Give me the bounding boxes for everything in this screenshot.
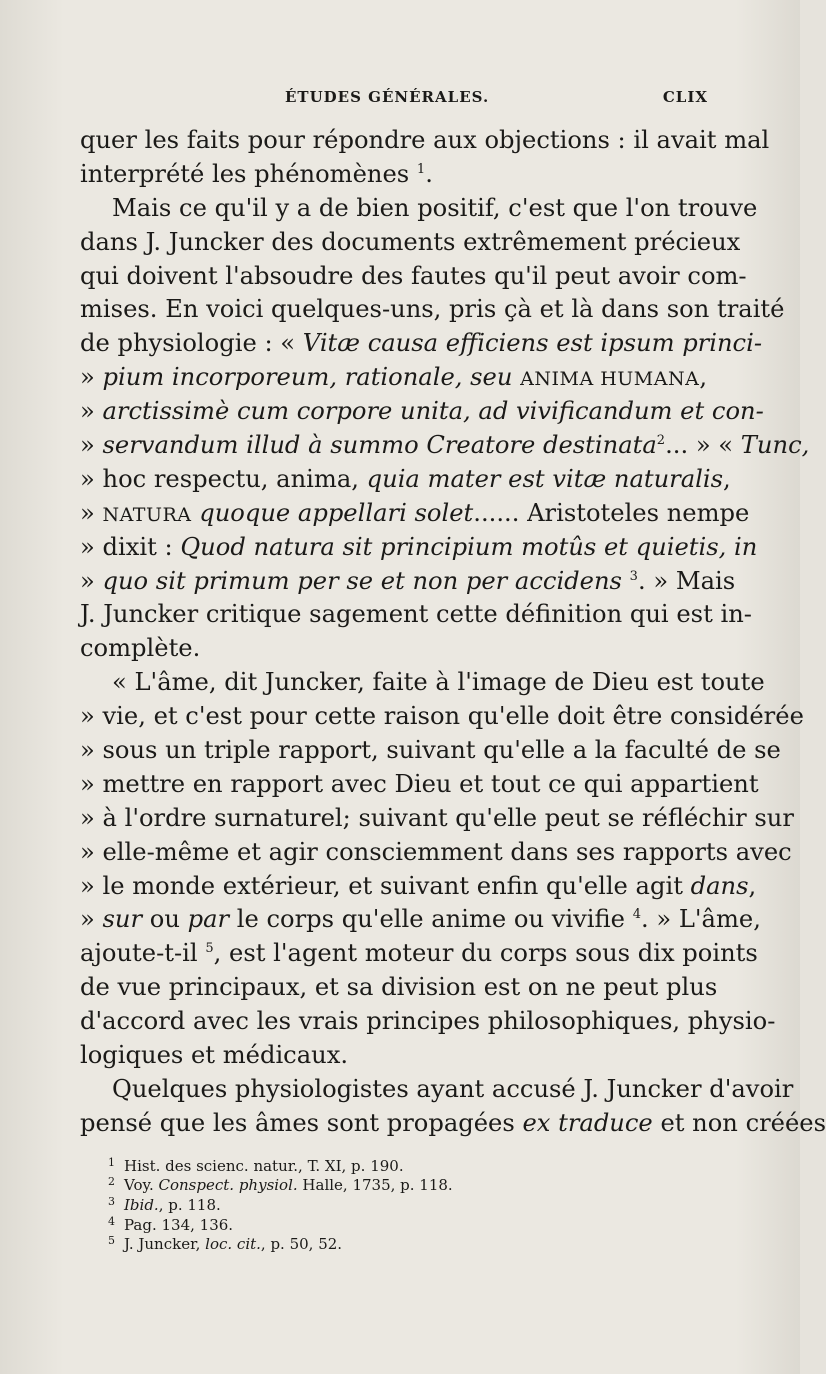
text-line: de physiologie : « Vitæ causa efficiens est ipsum princi- bbox=[80, 329, 763, 358]
text-line: » elle-même et agir consciemment dans ses rapports avec bbox=[80, 837, 792, 866]
footnote: 5 J. Juncker, loc. cit., p. 50, 52. bbox=[80, 1235, 706, 1255]
text-line: pensé que les âmes sont propagées ex traduce et non créées bbox=[80, 1108, 826, 1137]
footnote-number: 4 bbox=[108, 1214, 115, 1228]
footnote: 3 Ibid., p. 118. bbox=[80, 1196, 706, 1216]
page-number: CLIX bbox=[662, 88, 708, 106]
running-title: ÉTUDES GÉNÉRALES. bbox=[285, 88, 490, 106]
text-line: dans J. Juncker des documents extrêmement précieux bbox=[80, 227, 741, 256]
text-line: » sous un triple rapport, suivant qu'elle a la faculté de se bbox=[80, 736, 781, 765]
text-line: interprété les phénomènes $^1$. bbox=[80, 159, 433, 188]
footnotes bbox=[80, 1157, 706, 1255]
text-line: » pium incorporeum, rationale, seu ANIMA HUMANA, bbox=[80, 363, 708, 392]
footnote-ref: 1 bbox=[416, 161, 426, 177]
text-line: » à l'ordre surnaturel; suivant qu'elle peut se réfléchir sur bbox=[80, 803, 794, 832]
text-line: logiques et médicaux. bbox=[80, 1041, 349, 1070]
footnote-number: 1 bbox=[108, 1155, 115, 1169]
text-line: » NATURA quoque appellari solet...... Aristoteles nempe bbox=[80, 498, 750, 527]
text-line: J. Juncker critique sagement cette définition qui est in- bbox=[80, 600, 752, 629]
footnote-number: 2 bbox=[108, 1175, 115, 1189]
text-line: » le monde extérieur, et suivant enfin qu'elle agit dans, bbox=[80, 871, 757, 900]
text-line: quer les faits pour répondre aux objections : il avait mal bbox=[80, 126, 770, 154]
footnote-number: 3 bbox=[108, 1194, 115, 1208]
text-line: » mettre en rapport avec Dieu et tout ce qui appartient bbox=[80, 769, 759, 798]
footnote-ref: 5 bbox=[205, 941, 214, 957]
text-line: de vue principaux, et sa division est on ne peut plus bbox=[80, 973, 718, 1002]
footnote-number: 5 bbox=[108, 1234, 115, 1248]
text-line: mises. En voici quelques-uns, pris çà et là dans son traité bbox=[80, 295, 785, 324]
text-line: » sur ou par le corps qu'elle anime ou vivifie $^4$. » L'âme, bbox=[80, 905, 761, 934]
text-line: » dixit : Quod natura sit principium motûs et quietis, in bbox=[80, 532, 758, 561]
footnote-ref: 4 bbox=[632, 907, 641, 923]
footnote: 2 Voy. Conspect. physiol. Halle, 1735, p. 118. bbox=[80, 1176, 706, 1196]
text-line: » quo sit primum per se et non per accidens $^3$. » Mais bbox=[80, 566, 736, 595]
footnote: 4 Pag. 134, 136. bbox=[80, 1216, 706, 1236]
text-line: Quelques physiologistes ayant accusé J. Juncker d'avoir bbox=[112, 1074, 794, 1103]
text-line: » servandum illud à summo Creatore destinata$^2$... » « Tunc, bbox=[80, 431, 810, 460]
text-line: » arctissimè cum corpore unita, ad vivificandum et con- bbox=[80, 397, 764, 426]
footnote-ref: 3 bbox=[629, 568, 638, 584]
footnote-ref: 2 bbox=[656, 433, 666, 449]
text-line: complète. bbox=[80, 634, 201, 663]
text-line: » hoc respectu, anima, quia mater est vitæ naturalis, bbox=[80, 464, 731, 493]
text-line: Mais ce qu'il y a de bien positif, c'est que l'on trouve bbox=[112, 193, 758, 222]
text-line: d'accord avec les vrais principes philosophiques, physio- bbox=[80, 1007, 776, 1036]
text-line: « L'âme, dit Juncker, faite à l'image de Dieu est toute bbox=[112, 668, 765, 697]
text-line: » vie, et c'est pour cette raison qu'elle doit être considérée bbox=[80, 702, 804, 731]
text-line: qui doivent l'absoudre des fautes qu'il peut avoir com- bbox=[80, 261, 747, 290]
running-head bbox=[80, 88, 706, 118]
body-text bbox=[80, 124, 826, 1141]
footnote: 1 Hist. des scienc. natur., T. XI, p. 190. bbox=[80, 1157, 706, 1177]
text-line: ajoute-t-il $^5$, est l'agent moteur du corps sous dix points bbox=[80, 939, 758, 968]
